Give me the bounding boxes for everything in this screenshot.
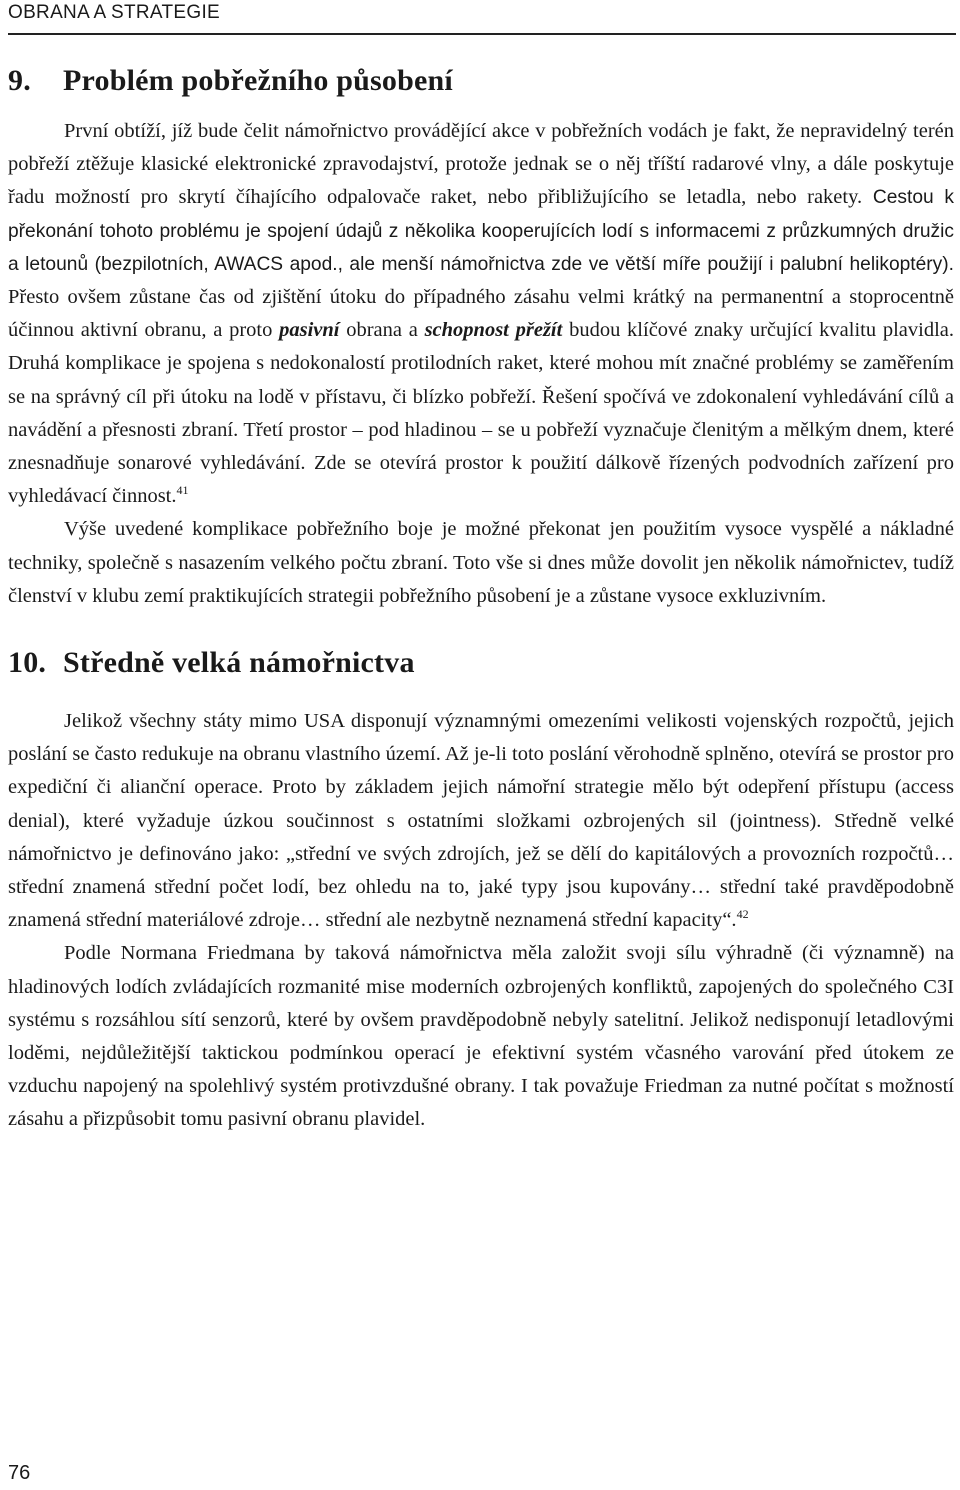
s9-p1-b: Cestou k překonání tohoto problému je spojení údajů z několika kooperujících lodí s informacemi z průzkumných družic a letounů (bezpilotních, AWACS apod., ale menší námořnictva zde ve větší míře použijí i palubní helikoptéry). [8,187,954,275]
section-9-title: Problém pobřežního působení [63,64,453,97]
section-10-heading [8,638,954,688]
section-9-paragraph-2: Výše uvedené komplikace pobřežního boje je možné překonat jen použitím vysoce vyspělé a nákladné techniky, společně s nasazením velkého počtu zbraní. Toto vše si dnes může dovolit jen několik námořnictev, tudíž členství v klubu zemí praktikujících strategii pobřežního působení je a zůstane vysoce exkluzivním. [8,518,954,607]
page-body [8,56,954,1137]
s9-p1-e: budou klíčové znaky určující kvalitu plavidla. Druhá komplikace je spojena s nedokonalostí protilodních raket, které mohou mít značné problémy se zaměřením se na správný cíl při útoku na lodě v přístavu, či blízko pobřeží. Řešení spočívá ve zdokonalení vyhledávání cílů a navádění a přesnosti zbraní. Třetí prostor – pod hladinou – se u pobřeží vyznačuje členitým a mělkým dnem, které znesnadňuje sonarové vyhledávání. Zde se otevírá prostor k použití dálkově řízených podvodních zařízení pro vyhledávací činnost. [8,319,955,508]
s9-p1-a: První obtíží, jíž bude čelit námořnictvo provádějící akce v pobřežních vodách je fakt, že nepravidelný terén pobřeží ztěžuje klasické elektronické zpravodajství, protože jednak se o něj tříští radarové vlny, a dále poskytuje řadu možností pro skrytí číhajícího odpalovače raket, nebo přibližujícího se letadla, nebo rakety. [8,120,954,209]
section-10-paragraph-1 [8,705,954,937]
footnote-ref-42[interactable]: 42 [736,907,749,922]
footnote-ref-41[interactable]: 41 [176,483,189,498]
section-10-title: Středně velká námořnictva [63,646,415,680]
section-9-paragraph-1 [8,115,954,513]
section-9-heading [8,56,954,106]
s9-p1-c: Přesto ovšem zůstane čas od zjištění útoku do případného zásahu velmi krátký na permanentní a stoprocentně účinnou aktivní obranu, a proto [8,286,954,342]
s9-p1-em-schopnost: schopnost přežít [424,319,563,342]
s9-p1-em-pasivni: pasivní [279,319,340,342]
running-header: OBRANA A STRATEGIE [8,2,220,23]
section-10-paragraph-2: Podle Normana Friedmana by taková námořnictva měla založit svoji sílu výhradně (či významně) na hladinových lodích zvládajících rozmanité mise moderních ozbrojených konfliktů, zapojených do společného C3I systému s rozsáhlou sítí senzorů, které by ovšem pravděpodobně nebyly satelitní. Jelikož nedisponují letadlovými loděmi, nejdůležitější taktickou podmínkou operací je efektivní systém včasného varování před útokem ze vzduchu napojený na spolehlivý systém protivzdušné obrany. I tak považuje Friedman za nutné počítat s možností zásahu a přizpůsobit tomu pasivní obranu plavidel. [8,942,954,1131]
page-number: 76 [8,1462,31,1484]
section-10-number: 10. [8,646,47,680]
s10-p1-text: Jelikož všechny státy mimo USA disponují významnými omezeními velikosti vojenských rozpočtů, jejich poslání se často redukuje na obranu vlastního území. Až je-li toto poslání věrohodně splněno, otevírá se prostor pro expediční či alianční operace. Proto by základem jejich námořní strategie mělo být odepření přístupu (access denial), které vyžaduje úzkou součinnost s ostatními složkami ozbrojených sil (jointness). Středně velké námořnictvo je definováno jako: „střední ve svých zdrojích, jež se dělí do kapitálových a provozních rozpočtů… střední znamená střední počet lodí, bez ohledu na to, jaké typy jsou kupovány… střední také pravděpodobně znamená střední materiálové zdroje… střední ale nezbytně neznamená střední kapacity“. [8,710,954,932]
s9-p1-d: obrana a [339,319,425,342]
section-9-number: 9. [8,64,31,97]
header-rule [8,33,956,35]
